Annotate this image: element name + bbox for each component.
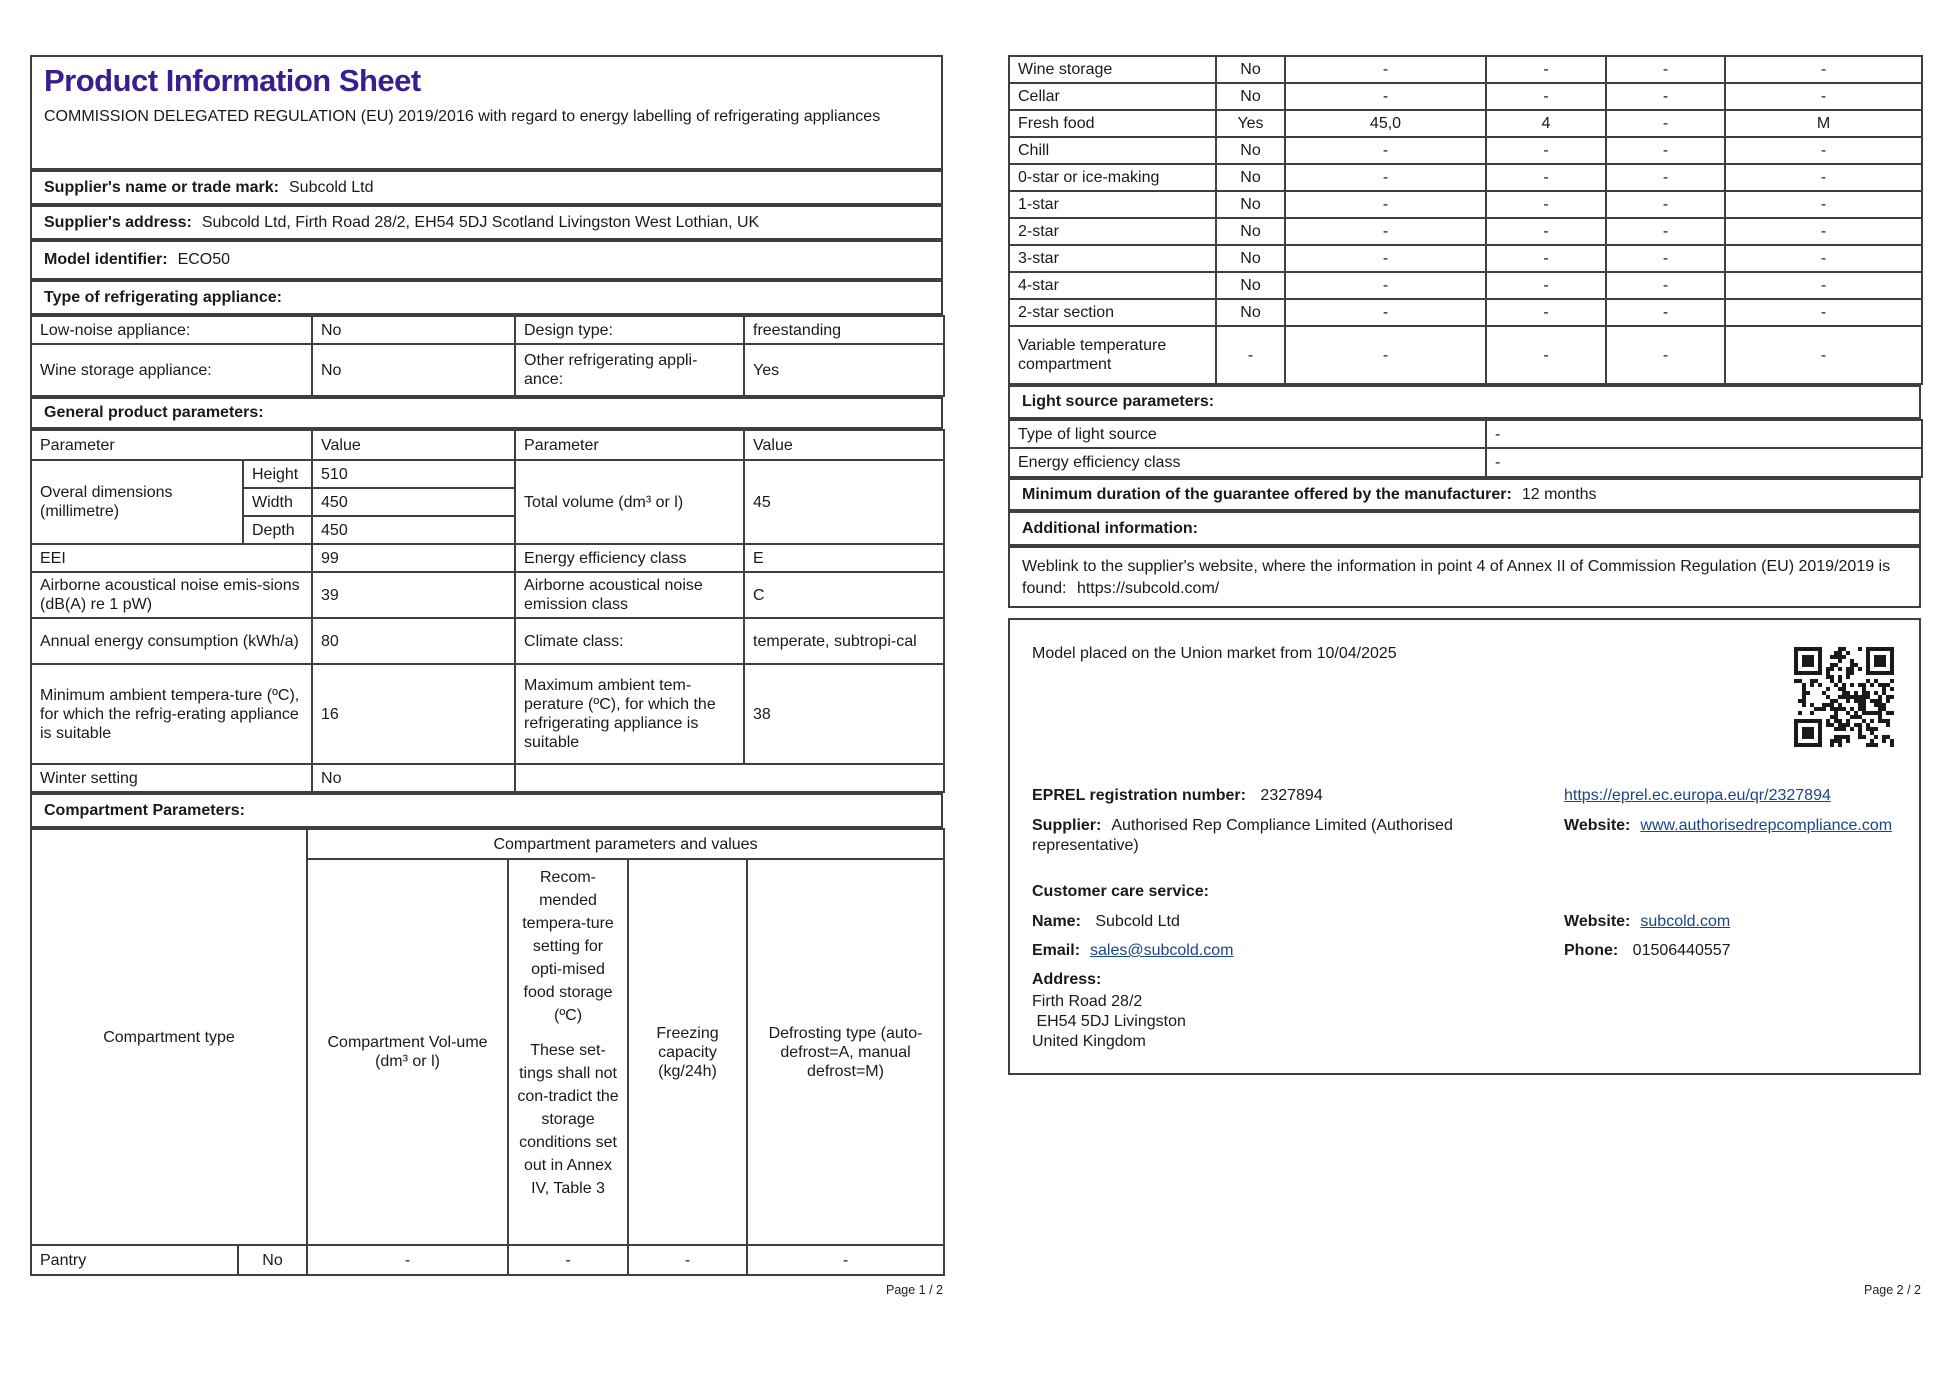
compartment-freezing: - [1606,299,1725,326]
title-box [30,55,943,170]
light-source-heading: Light source parameters: [1008,385,1921,419]
eprel-link[interactable]: https://eprel.ec.europa.eu/qr/2327894 [1564,787,1831,804]
empty-cell [515,764,944,792]
compartment-defrost: - [1725,164,1922,191]
table-row [31,664,944,764]
care-name-row [1032,912,1180,932]
col-header: Value [744,430,944,460]
compartment-present: No [1216,137,1285,164]
energy-value: 80 [312,618,515,664]
weblink-box [1008,546,1921,608]
compartment-volume: - [1285,245,1486,272]
compartment-defrost: - [1725,137,1922,164]
compartment-temp: - [1486,272,1606,299]
page-number-2: Page 2 / 2 [1864,1283,1921,1297]
compartment-volume-header: Compartment Vol-ume (dm³ or l) [307,859,508,1245]
compartment-volume: - [1285,56,1486,83]
other-appliance-label: Other refrigerating appli-ance: [515,344,744,396]
compartment-freezing: - [1606,191,1725,218]
compartment-freezing: - [1606,110,1725,137]
compartment-temp: - [508,1245,628,1275]
winter-setting-value: No [312,764,515,792]
compartment-defrost: - [1725,218,1922,245]
compartment-present: No [1216,218,1285,245]
email-label: Email: [1032,942,1081,959]
compartment-volume: - [1285,326,1486,384]
min-temp-label: Minimum ambient tempera-ture (ºC), for which the refrig-erating appliance is suitable [31,664,312,764]
compartment-name: Cellar [1009,83,1216,110]
compartment-present: No [1216,83,1285,110]
compartment-defrost: - [747,1245,944,1275]
guarantee-value: 12 months [1521,485,1597,503]
compartment-temp: - [1486,245,1606,272]
website1-label: Website: [1564,817,1631,834]
compartment-freezing: - [628,1245,747,1275]
compartment-present: No [1216,164,1285,191]
customer-care-heading: Customer care service: [1032,883,1209,900]
compartment-volume: - [1285,218,1486,245]
compartment-temp: - [1486,164,1606,191]
noise-class-value: C [744,572,944,618]
compartment-name: 2-star [1009,218,1216,245]
eec-value: E [744,544,944,572]
compartment-defrost: - [1725,326,1922,384]
website2-label: Website: [1564,913,1631,930]
supplier-name-row [30,170,943,205]
compartment-defrost: - [1725,272,1922,299]
depth-label: Depth [243,516,312,544]
compartment-present: No [1216,299,1285,326]
eprel-row [1032,786,1323,806]
noise-label: Airborne acoustical noise emis-sions (dB(A) re 1 pW) [31,572,312,618]
compartment-temp: - [1486,191,1606,218]
compartment-name: Pantry [31,1245,238,1275]
general-parameters-heading: General product parameters: [30,397,943,429]
design-type-label: Design type: [515,316,744,344]
supplier-label: Supplier: [1032,817,1102,834]
phone-row [1564,941,1731,961]
compartment-heading: Compartment Parameters: [30,793,943,828]
compartment-volume: - [1285,137,1486,164]
light-class-value: - [1486,448,1922,477]
compartment-freezing: - [1606,218,1725,245]
compartment-freezing: - [1606,326,1725,384]
table-header-row [31,430,944,460]
compartment-freezing: - [1606,164,1725,191]
table-row [1009,83,1922,110]
compartment-volume: - [1285,83,1486,110]
care-name-label: Name: [1032,913,1081,930]
table-row [31,572,944,618]
climate-label: Climate class: [515,618,744,664]
eec-label: Energy efficiency class [515,544,744,572]
light-type-value: - [1486,420,1922,448]
regulation-text: COMMISSION DELEGATED REGULATION (EU) 2019/2016 with regard to energy labelling of refrigerating appliances [44,108,881,125]
compartment-name: Variable temperature compartment [1009,326,1216,384]
table-row [1009,164,1922,191]
email-row [1032,941,1233,961]
compartment-present: No [1216,245,1285,272]
table-row [1009,110,1922,137]
model-identifier-label: Model identifier: [44,251,168,268]
phone-value: 01506440557 [1632,942,1731,959]
col-header: Parameter [515,430,744,460]
compartment-name: 1-star [1009,191,1216,218]
dimensions-label: Overal dimensions (millimetre) [31,460,243,544]
freezing-capacity-header: Freezing capacity (kg/24h) [628,859,747,1245]
model-identifier-row [30,240,943,280]
address-label: Address: [1032,971,1102,988]
compartment-type-header: Compartment type [31,829,307,1245]
compartment-table-continued [1008,55,1923,385]
compartment-temp: - [1486,83,1606,110]
market-date-text: Model placed on the Union market from 10/04/2025 [1032,645,1397,662]
compartment-freezing: - [1606,272,1725,299]
care-name-value: Subcold Ltd [1095,913,1180,930]
eprel-label: EPREL registration number: [1032,787,1246,804]
compartment-defrost: M [1725,110,1922,137]
guarantee-row [1008,478,1921,511]
total-volume-label: Total volume (dm³ or l) [515,460,744,544]
defrosting-type-header: Defrosting type (auto-defrost=A, manual defrost=M) [747,859,944,1245]
light-class-label: Energy efficiency class [1009,448,1486,477]
compartment-defrost: - [1725,245,1922,272]
supplier-row [1032,816,1556,856]
guarantee-label: Minimum duration of the guarantee offered by the manufacturer: [1022,485,1512,503]
address-line: United Kingdom [1032,1033,1146,1050]
compartment-temp: - [1486,326,1606,384]
compartment-name: Wine storage [1009,56,1216,83]
compartment-volume: 45,0 [1285,110,1486,137]
general-parameters-table [30,429,945,793]
phone-label: Phone: [1564,942,1619,959]
design-type-value: freestanding [744,316,944,344]
temperature-setting-header: Recom-mended tempera-ture setting for opti-mised food storage (ºC) These set-tings shall not con-tradict the storage conditions set out in Annex IV, Table 3 [508,859,628,1245]
compartment-volume: - [1285,164,1486,191]
type-heading: Type of refrigerating appliance: [30,280,943,315]
energy-label: Annual energy consumption (kWh/a) [31,618,312,664]
compartment-name: Chill [1009,137,1216,164]
compartment-span-header: Compartment parameters and values [307,829,944,859]
supplier-address-label: Supplier's address: [44,213,192,231]
page-2 [1008,55,1921,1075]
min-temp-value: 16 [312,664,515,764]
supplier-name-label: Supplier's name or trade mark: [44,178,279,196]
page-title: Product Information Sheet [44,63,421,98]
supplier-address-row [30,205,943,240]
table-row [1009,218,1922,245]
compartment-freezing: - [1606,137,1725,164]
compartment-present: No [1216,56,1285,83]
website1-link[interactable]: www.authorisedrepcompliance.com [1640,817,1893,834]
email-link[interactable]: sales@subcold.com [1090,942,1234,959]
compartment-present: No [1216,272,1285,299]
light-source-table [1008,419,1923,478]
compartment-present: No [238,1245,307,1275]
model-identifier-value: ECO50 [177,251,231,268]
compartment-present: - [1216,326,1285,384]
max-temp-value: 38 [744,664,944,764]
website2-link[interactable]: subcold.com [1640,913,1731,930]
compartment-temp: - [1486,56,1606,83]
table-row [31,764,944,792]
compartment-defrost: - [1725,56,1922,83]
compartment-volume: - [1285,191,1486,218]
compartment-volume: - [1285,272,1486,299]
table-row [31,460,944,488]
compartment-name: 4-star [1009,272,1216,299]
eei-value: 99 [312,544,515,572]
table-row [1009,56,1922,83]
qr-code [1789,642,1903,756]
compartment-defrost: - [1725,299,1922,326]
noise-class-label: Airborne acoustical noise emission class [515,572,744,618]
wine-appliance-label: Wine storage appliance: [31,344,312,396]
table-row [1009,245,1922,272]
height-value: 510 [312,460,515,488]
table-header-row [31,829,944,859]
compartment-name: 2-star section [1009,299,1216,326]
table-row [31,544,944,572]
compartment-freezing: - [1606,83,1725,110]
compartment-defrost: - [1725,191,1922,218]
compartment-temp: - [1486,299,1606,326]
wine-appliance-value: No [312,344,515,396]
eei-label: EEI [31,544,312,572]
table-row [1009,137,1922,164]
address-line: EH54 5DJ Livingston [1032,1013,1186,1030]
low-noise-label: Low-noise appliance: [31,316,312,344]
compartment-name: Fresh food [1009,110,1216,137]
width-value: 450 [312,488,515,516]
table-row [31,618,944,664]
max-temp-label: Maximum ambient tem-perature (ºC), for which the refrigerating appliance is suitable [515,664,744,764]
address-line: Firth Road 28/2 [1032,993,1143,1010]
compartment-name: 3-star [1009,245,1216,272]
col-header: Value [312,430,515,460]
table-row [1009,299,1922,326]
compartment-volume: - [1285,299,1486,326]
climate-value: temperate, subtropi-cal [744,618,944,664]
depth-value: 450 [312,516,515,544]
table-row [31,344,944,396]
weblink-url[interactable]: https://subcold.com/ [1076,580,1220,597]
website1-row [1564,816,1912,836]
compartment-temp: - [1486,137,1606,164]
compartment-defrost: - [1725,83,1922,110]
page-1 [30,55,943,1276]
compartment-freezing: - [1606,56,1725,83]
table-row [1009,191,1922,218]
width-label: Width [243,488,312,516]
table-row [1009,326,1922,384]
compartment-name: 0-star or ice-making [1009,164,1216,191]
winter-setting-label: Winter setting [31,764,312,792]
compartment-freezing: - [1606,245,1725,272]
eprel-value: 2327894 [1260,787,1323,804]
weblink-text: Weblink to the supplier's website, where the information in point 4 of Annex II of Commission Regulation (EU) 2019/2019 is found: [1022,558,1891,597]
low-noise-value: No [312,316,515,344]
compartment-temp: - [1486,218,1606,245]
compartment-table [30,828,945,1276]
compartment-present: No [1216,191,1285,218]
page-number-1: Page 1 / 2 [886,1283,943,1297]
compartment-temp: 4 [1486,110,1606,137]
table-row [31,1245,944,1275]
other-appliance-value: Yes [744,344,944,396]
table-row [1009,272,1922,299]
height-label: Height [243,460,312,488]
supplier-value: Authorised Rep Compliance Limited (Authorised representative) [1032,817,1453,854]
total-volume-value: 45 [744,460,944,544]
col-header: Parameter [31,430,312,460]
supplier-contact-box [1008,618,1921,1075]
table-row [1009,420,1922,448]
light-type-label: Type of light source [1009,420,1486,448]
website2-row [1564,912,1730,932]
supplier-name-value: Subcold Ltd [289,178,374,196]
noise-value: 39 [312,572,515,618]
table-row [31,316,944,344]
additional-info-heading: Additional information: [1008,511,1921,546]
compartment-present: Yes [1216,110,1285,137]
table-row [1009,448,1922,477]
compartment-volume: - [307,1245,508,1275]
appliance-type-table [30,315,945,397]
supplier-address-value: Subcold Ltd, Firth Road 28/2, EH54 5DJ Scotland Livingston West Lothian, UK [201,213,760,231]
